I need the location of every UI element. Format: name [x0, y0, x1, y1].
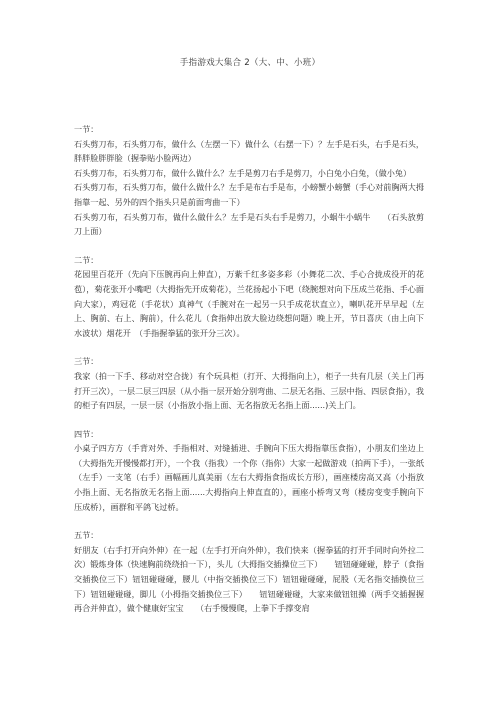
paragraph: 石头剪刀布，石头剪刀布，做什么做什么？左手是石头右手是剪刀，小蜗牛小蜗牛 （石头放剪刀上面）	[74, 211, 424, 237]
paragraph: 石头剪刀布，石头剪刀布，做什么（左摆一下）做什么（右摆一下）？左手是石头，右手是石头，胖胖脸胖胖脸（握拳贴小脸两边）	[74, 138, 424, 164]
section-3	[74, 354, 424, 412]
document-body	[74, 122, 424, 616]
paragraph: 石头剪刀布，石头剪刀布，做什么做什么？左手是剪刀右手是剪刀，小白兔小白兔，（做小兔）	[74, 167, 412, 178]
section-heading: 四节：	[74, 428, 99, 439]
section-heading: 一节：	[74, 124, 99, 134]
section-heading: 三节：	[74, 356, 99, 367]
document-title: 手指游戏大集合 2（大、中、小班）	[179, 58, 321, 68]
section-1	[74, 122, 424, 239]
paragraph: 小桌子四方方（手背对外、手指相对、对缝插进、手腕向下压大拇指靠压食指），小朋友们坐边上（大拇指先开慢慢都打开），一个我（指我）一个你（指你）大家一起做游戏（拍两下手），一张纸（左手）一支笔（右手）画幅画儿真美丽（左右大拇指食指成长方形），画座楼房高又高（小指放小指上面、无名指放无名指上面......大拇指向上伸直直的），画座小桥弯又弯（楼房变变手腕向下压成桥），画群和平鸽飞过桥。	[74, 443, 424, 512]
section-2	[74, 253, 424, 341]
paragraph: 好朋友（右手打开向外伸）在一起（左手打开向外伸），我们快来（握拳猛的打开手同时向外拉二次）锻炼身体（快速胸前绕绕拍一下），头儿（大拇指交插操位三下） 钮钮碰碰碰，脖子（食指交插换位三下）钮钮碰碰碰，腰儿（中指交插换位三下）钮钮碰碰碰，屁股（无名指交插换位三下）钮钮碰碰碰，脚儿（小拇指交插换位三下） 钮钮碰碰碰，大家来做钮钮操（两手交插握握再合并伸直），做个健康好宝宝 （右手慢慢爬，上拳下手撑变肩	[74, 544, 424, 614]
section-heading: 二节：	[74, 254, 99, 265]
paragraph: 石头剪刀布，石头剪刀布，做什么做什么？左手是布右手是布，小螃蟹小螃蟹（手心对前胸两大拇指靠一起、另外的四个指头只是前面弯曲一下）	[74, 182, 424, 207]
section-heading: 五节：	[74, 530, 99, 541]
section-4	[74, 427, 424, 515]
paragraph: 我家（拍一下手、移动对空合拢）有个玩具柜（打开、大拇指向上），柜子一共有几层（关上门再打开三次），一层二层三四层（从小指一层开始分别弯曲、二层无名指、三层中指、四层食指），我的柜子有四层，一层一层（小指放小指上面、无名指放无名指上面......)关上门。	[74, 370, 424, 411]
section-5	[74, 528, 424, 616]
paragraph: 花园里百花开（先向下压腕再向上伸直），万紫千红多姿多彩（小舞花二次、手心合拢成役开的花苞），菊花张开小嘴吧（大拇指先开成菊花），兰花扬起小下吧（绕腕想对向下压成兰花指、手心面向大家），鸡冠花（手花状）真神气（手腕对在一起另一只手成花状直立），喇叭花开早早起（左上、胸前、右上、胸前），什么花儿（食指伸出放大脸边绕想问题）晚上开，节日喜庆（由上向下水波状）烟花开 （手指握拳猛的张开分三次）。	[74, 269, 424, 338]
